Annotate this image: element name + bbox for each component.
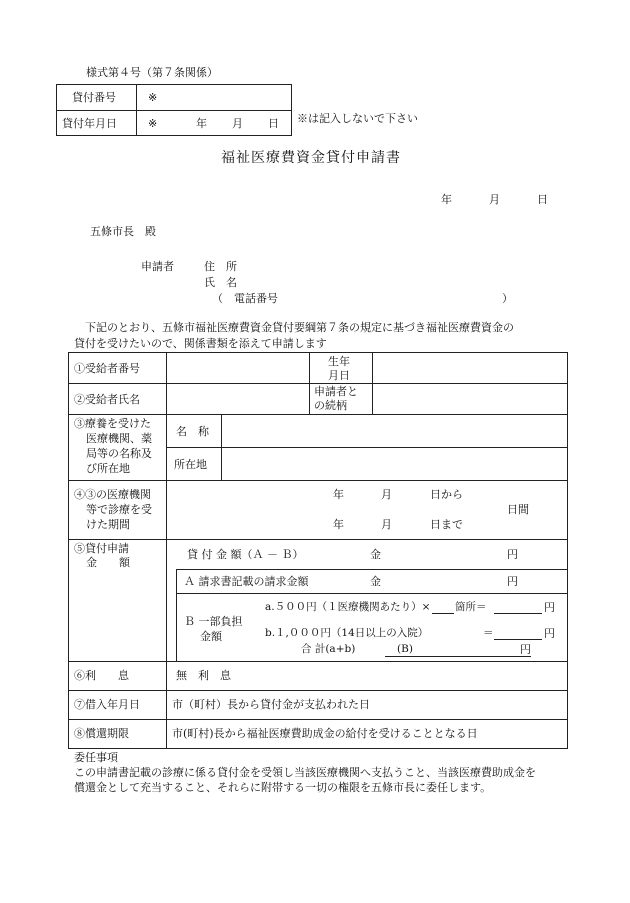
row-divider <box>68 719 568 720</box>
copay-a-amount-blank <box>494 613 542 614</box>
copay-a-yen: 円 <box>544 601 555 614</box>
copay-sum-underline <box>385 656 531 657</box>
borrowing-date-label: ⑦借入年月日 <box>74 698 140 711</box>
period-label-3: けた期間 <box>86 518 130 531</box>
column-divider <box>309 352 310 414</box>
period-from-month: 月 <box>381 488 392 501</box>
facility-label-2: 医療機関、薬 <box>86 432 152 445</box>
row-divider <box>68 480 568 481</box>
column-divider <box>372 352 373 414</box>
copay-sum-yen: 円 <box>520 643 531 656</box>
date-month: 月 <box>489 193 500 206</box>
row-divider <box>166 447 568 448</box>
loan-number-mark: ※ <box>148 91 158 104</box>
recipient-name-label: ②受給者氏名 <box>74 393 140 406</box>
claim-amount-label: Ａ 請求書記載の請求金額 <box>184 575 309 588</box>
facility-location-label: 所在地 <box>174 458 207 471</box>
period-label-1: ④③の医療機関 <box>74 488 151 501</box>
interest-value: 無 利 息 <box>176 669 231 682</box>
applicant-name-label: 氏 名 <box>204 276 237 289</box>
row-divider <box>68 661 568 662</box>
period-to-year: 年 <box>333 518 344 531</box>
loan-amount-label-2: 金 額 <box>86 556 130 569</box>
loan-date-year: 年 <box>196 117 207 130</box>
copay-b-equals: ＝ <box>483 627 494 639</box>
period-from-day: 日から <box>430 488 463 501</box>
delegation-heading: 委任事項 <box>74 751 118 764</box>
intro-line-1: 下記のとおり、五條市福祉医療費資金貸付要綱第７条の規定に基づき福祉医療費資金の <box>74 321 514 334</box>
loan-amount-label-1: ⑤貸付申請 <box>74 542 129 555</box>
reference-table-column <box>136 84 137 136</box>
delegation-line-2: 償還金として充当すること、それらに附帯する一切の権限を五條市長に委任します。 <box>74 781 492 794</box>
relation-label-1: 申請者と <box>314 385 358 398</box>
copay-b-amount-blank <box>494 639 542 640</box>
date-year: 年 <box>441 193 452 206</box>
loan-total-kin: 金 <box>370 548 381 561</box>
relation-label-2: の続柄 <box>314 399 347 412</box>
repayment-deadline-value: 市(町村)長から福祉医療費助成金の給付を受けることとなる日 <box>172 727 478 740</box>
reference-table-divider <box>56 110 292 111</box>
facility-label-1: ③療養を受けた <box>74 417 151 430</box>
copay-a-unit: 箇所＝ <box>455 601 487 613</box>
document-title: 福祉医療費資金貸付申請書 <box>221 150 401 166</box>
recipient-number-label: ①受給者番号 <box>74 362 140 375</box>
row-divider <box>68 383 568 384</box>
copay-b-yen: 円 <box>544 627 555 640</box>
addressee: 五條市長 殿 <box>90 225 156 238</box>
birth-label-2: 月日 <box>328 369 350 382</box>
applicant-phone-label: （ 電話番号 <box>212 292 278 305</box>
column-divider <box>176 569 177 661</box>
date-day: 日 <box>537 193 548 206</box>
applicant-address-label: 住 所 <box>204 260 237 273</box>
facility-label-3: 局等の名称及 <box>86 447 152 460</box>
applicant-phone-close: ） <box>502 292 513 305</box>
copay-label-2: 金額 <box>200 630 222 643</box>
claim-amount-kin: 金 <box>370 575 381 588</box>
applicant-label: 申請者 <box>141 260 174 273</box>
facility-label-4: び所在地 <box>86 462 130 475</box>
label-column-divider <box>166 352 167 749</box>
row-divider <box>176 593 568 594</box>
row-divider <box>176 569 568 570</box>
period-from-year: 年 <box>333 488 344 501</box>
copay-label-1: Ｂ 一部負担 <box>184 615 243 628</box>
copay-b-label: b.１,０００円（14日以上の入院） <box>265 627 429 639</box>
no-entry-note: ※は記入しないで下さい <box>297 112 418 125</box>
period-days: 日間 <box>507 503 529 516</box>
loan-number-label: 貸付番号 <box>72 91 116 104</box>
form-number: 様式第４号（第７条関係） <box>86 66 218 79</box>
interest-label: ⑥利 息 <box>74 669 129 682</box>
period-label-2: 等で診療を受 <box>86 503 152 516</box>
loan-date-mark: ※ <box>148 117 158 130</box>
loan-date-month: 月 <box>232 117 243 130</box>
period-to-month: 月 <box>381 518 392 531</box>
repayment-deadline-label: ⑧償還期限 <box>74 727 129 740</box>
copay-sum-b: (B) <box>397 643 413 655</box>
loan-date-label: 貸付年月日 <box>62 117 117 130</box>
row-divider <box>68 414 568 415</box>
intro-line-2: 貸付を受けたいので、関係書類を添えて申請します <box>74 337 327 350</box>
copay-a-blank <box>432 613 454 614</box>
copay-sum-label: 合 計(a+b) <box>301 643 356 655</box>
loan-total-yen: 円 <box>507 548 518 561</box>
facility-name-label: 名 称 <box>176 425 209 438</box>
copay-a-label: a.５００円（１医療機関あたり）× <box>265 601 431 613</box>
period-to-day: 日まで <box>430 518 463 531</box>
claim-amount-yen: 円 <box>507 575 518 588</box>
birth-label-1: 生年 <box>328 355 350 368</box>
delegation-line-1: この申請書記載の診療に係る貸付金を受領し当該医療機関へ支払うこと、当該医療費助成金を <box>74 766 536 779</box>
row-divider <box>68 539 568 540</box>
row-divider <box>68 690 568 691</box>
loan-total-label: 貸 付 金 額（Ａ － Ｂ） <box>187 548 304 561</box>
borrowing-date-value: 市（町村）長から貸付金が支払われた日 <box>172 698 370 711</box>
loan-date-day: 日 <box>268 117 279 130</box>
